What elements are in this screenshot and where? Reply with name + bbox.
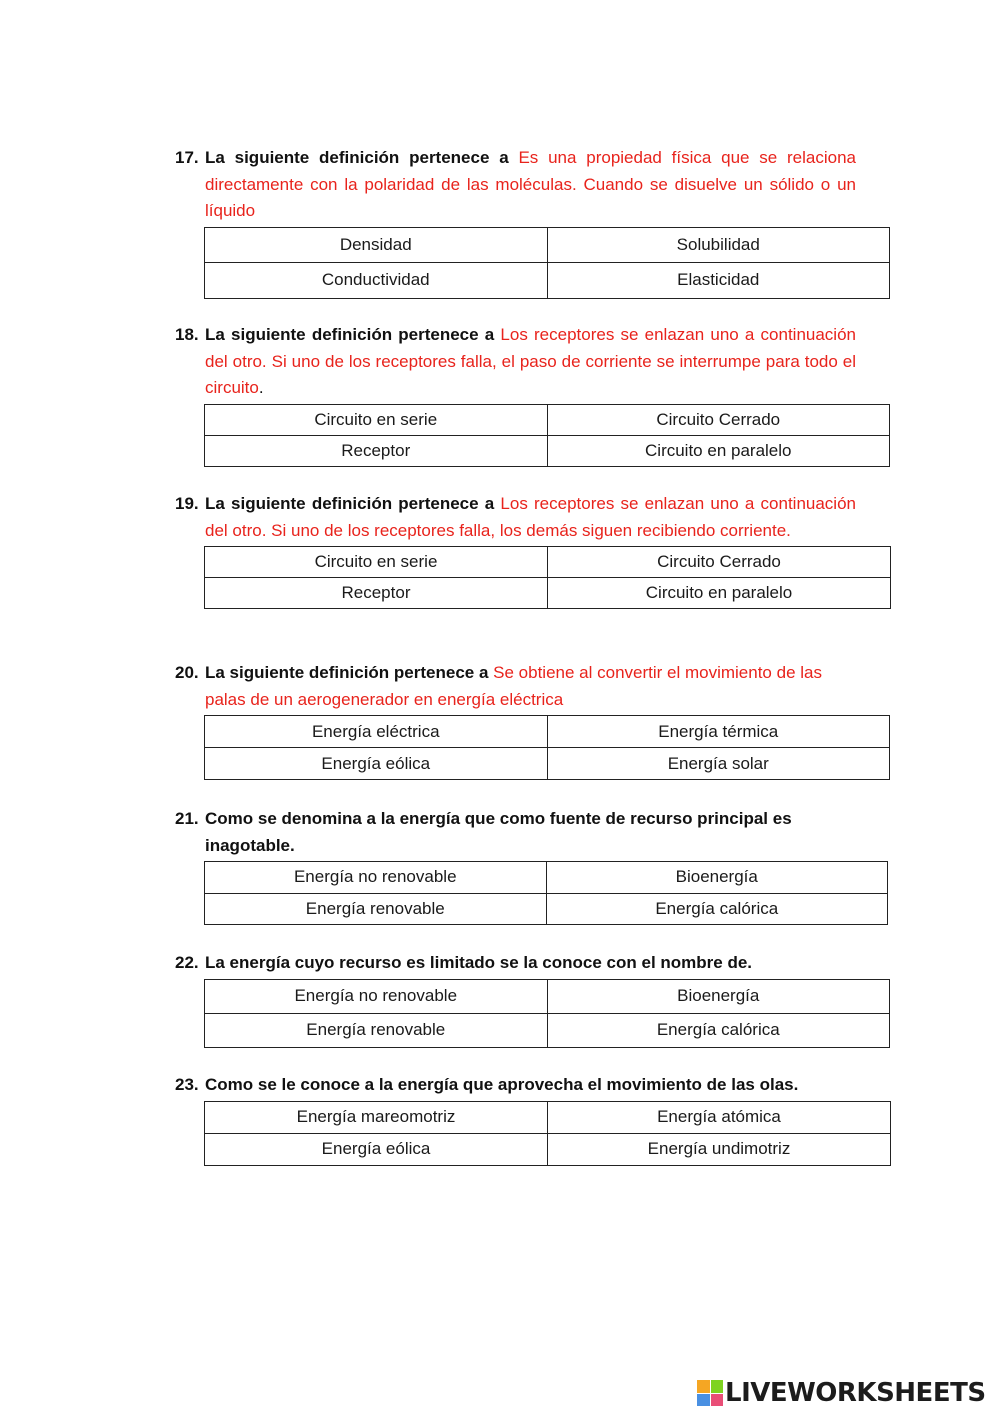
options-table (204, 227, 890, 299)
question-definition: Los receptores se enlazan uno a continuación del otro. Si uno de los receptores falla, el paso de corriente se interrumpe para todo el circuito (205, 325, 856, 397)
option-cell[interactable]: Receptor (205, 578, 548, 609)
option-cell[interactable]: Energía no renovable (205, 979, 548, 1013)
logo-square (697, 1394, 710, 1407)
option-cell[interactable]: Bioenergía (547, 979, 890, 1013)
option-cell[interactable]: Energía undimotriz (548, 1133, 891, 1165)
question-20 (175, 660, 890, 780)
question-prompt: La siguiente definición pertenece a (205, 148, 509, 167)
option-cell[interactable]: Energía atómica (548, 1101, 891, 1133)
question-number: 18. (175, 325, 199, 344)
option-cell[interactable]: Energía eólica (205, 1133, 548, 1165)
question-definition: Es una propiedad física que se relaciona directamente con la polaridad de las moléculas. Cuando se disuelve un sólido o un líquido (205, 148, 856, 220)
question-prompt: Como se denomina a la energía que como fuente de recurso principal es inagotable. (205, 809, 792, 855)
option-cell[interactable]: Circuito en paralelo (547, 435, 890, 466)
logo-square (697, 1380, 710, 1393)
option-cell[interactable]: Energía solar (547, 748, 890, 780)
liveworksheets-logo (697, 1376, 986, 1410)
option-cell[interactable]: Elasticidad (547, 263, 890, 299)
option-cell[interactable]: Bioenergía (546, 862, 888, 894)
option-cell[interactable]: Circuito Cerrado (547, 404, 890, 435)
question-number: 17. (175, 148, 199, 167)
question-definition: Se obtiene al convertir el movimiento de las palas de un aerogenerador en energía eléctrica (205, 663, 822, 709)
option-cell[interactable]: Energía eólica (205, 748, 548, 780)
option-cell[interactable]: Conductividad (205, 263, 548, 299)
question-number: 19. (175, 494, 199, 513)
option-cell[interactable]: Energía mareomotriz (205, 1101, 548, 1133)
question-number: 20. (175, 663, 199, 682)
options-table (204, 1101, 891, 1166)
question-prompt: Como se le conoce a la energía que aprovecha el movimiento de las olas. (205, 1075, 799, 1094)
question-text (205, 660, 856, 713)
question-18 (175, 322, 890, 467)
options-table (204, 546, 891, 609)
option-cell[interactable]: Energía renovable (205, 893, 547, 925)
option-cell[interactable]: Circuito en serie (205, 547, 548, 578)
logo-square (711, 1394, 724, 1407)
question-text (205, 145, 856, 225)
question-text (205, 491, 856, 544)
option-cell[interactable]: Energía renovable (205, 1013, 548, 1047)
question-21 (175, 806, 890, 925)
options-table (204, 979, 890, 1048)
question-23 (175, 1072, 890, 1166)
option-cell[interactable]: Circuito en serie (205, 404, 548, 435)
question-prompt: La siguiente definición pertenece a (205, 663, 489, 682)
question-19 (175, 491, 890, 609)
question-17 (175, 145, 890, 299)
question-trail: . (258, 378, 264, 397)
question-text (205, 322, 856, 402)
question-number: 23. (175, 1075, 199, 1094)
question-prompt: La siguiente definición pertenece a (205, 494, 495, 513)
options-table (204, 715, 890, 780)
logo-text: LIVEWORKSHEETS (725, 1378, 986, 1408)
option-cell[interactable]: Energía calórica (547, 1013, 890, 1047)
option-cell[interactable]: Densidad (205, 227, 548, 263)
option-cell[interactable]: Energía térmica (547, 716, 890, 748)
options-table (204, 404, 890, 467)
logo-mark-icon (697, 1380, 723, 1406)
option-cell[interactable]: Circuito Cerrado (548, 547, 891, 578)
question-prompt: La energía cuyo recurso es limitado se la conoce con el nombre de. (205, 953, 753, 972)
question-definition: Los receptores se enlazan uno a continuación del otro. Si uno de los receptores falla, los demás siguen recibiendo corriente. (205, 494, 856, 540)
question-22 (175, 950, 890, 1048)
option-cell[interactable]: Energía calórica (546, 893, 888, 925)
option-cell[interactable]: Receptor (205, 435, 548, 466)
question-prompt: La siguiente definición pertenece a (205, 325, 495, 344)
option-cell[interactable]: Energía no renovable (205, 862, 547, 894)
logo-square (711, 1380, 724, 1393)
options-table (204, 861, 888, 925)
option-cell[interactable]: Circuito en paralelo (548, 578, 891, 609)
option-cell[interactable]: Energía eléctrica (205, 716, 548, 748)
question-number: 22. (175, 953, 199, 972)
question-number: 21. (175, 809, 199, 828)
option-cell[interactable]: Solubilidad (547, 227, 890, 263)
